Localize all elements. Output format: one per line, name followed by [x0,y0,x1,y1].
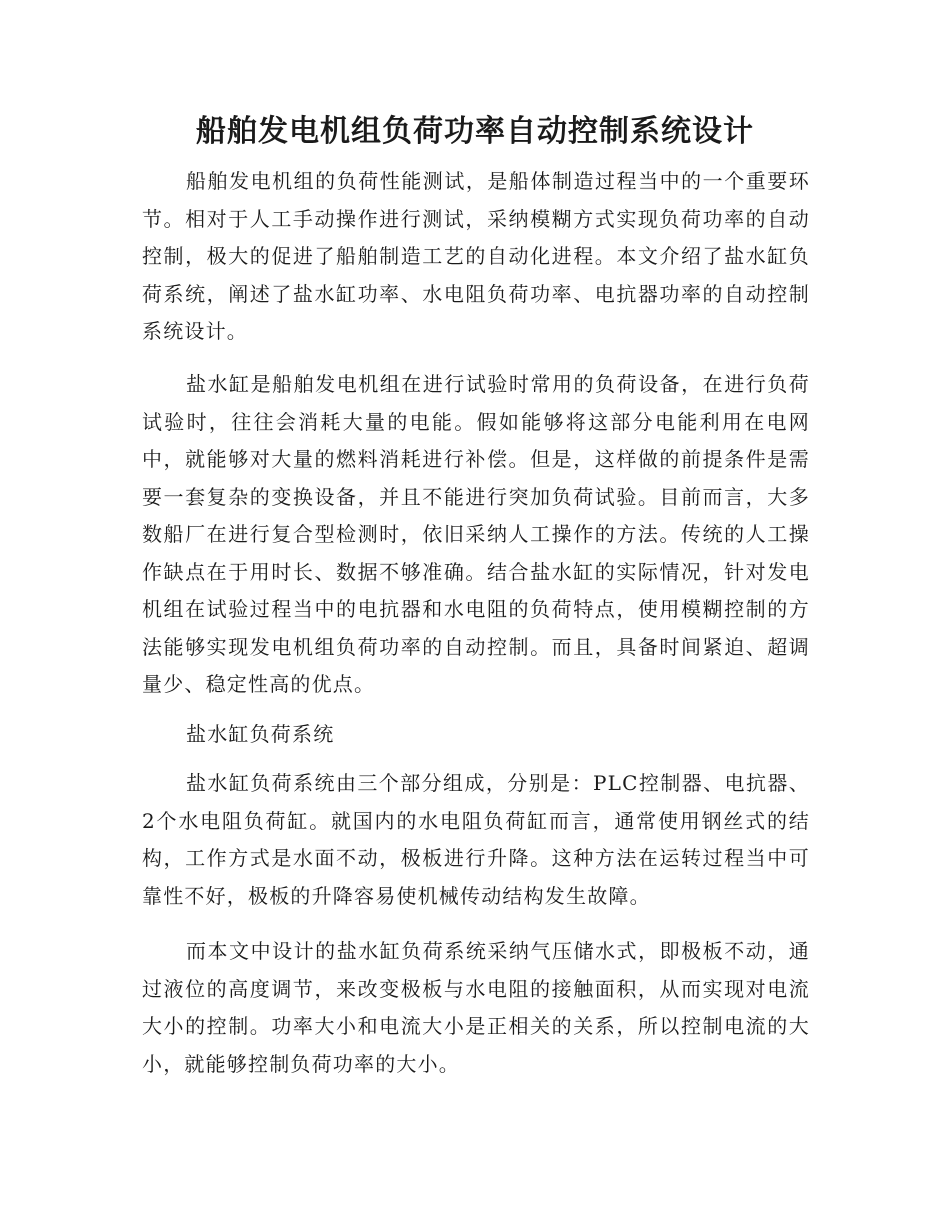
paragraph-intro: 船舶发电机组的负荷性能测试，是船体制造过程当中的一个重要环节。相对于人工手动操作进行测试，采纳模糊方式实现负荷功率的自动控制，极大的促进了船舶制造工艺的自动化进程。本文介绍了盐水缸负荷系统，阐述了盐水缸功率、水电阻负荷功率、电抗器功率的自动控制系统设计。 [142,169,810,343]
paragraph-system-composition: 盐水缸负荷系统由三个部分组成，分别是：PLC控制器、电抗器、2个水电阻负荷缸。就国内的水电阻负荷缸而言，通常使用钢丝式的结构，工作方式是水面不动，极板进行升降。这种方法在运转过程当中可靠性不好，极板的升降容易使机械传动结构发生故障。 [142,771,810,908]
paragraph-system-design: 而本文中设计的盐水缸负荷系统采纳气压储水式，即极板不动，通过液位的高度调节，来改变极板与水电阻的接触面积，从而实现对电流大小的控制。功率大小和电流大小是正相关的关系，所以控制电流的大小，就能够控制负荷功率的大小。 [142,939,810,1076]
section-heading: 盐水缸负荷系统 [186,722,335,746]
document-title: 船舶发电机组负荷功率自动控制系统设计 [196,114,754,149]
paragraph-background: 盐水缸是船舶发电机组在进行试验时常用的负荷设备，在进行负荷试验时，往往会消耗大量的电能。假如能够将这部分电能利用在电网中，就能够对大量的燃料消耗进行补偿。但是，这样做的前提条件是需要一套复杂的变换设备，并且不能进行突加负荷试验。目前而言，大多数船厂在进行复合型检测时，依旧采纳人工操作的方法。传统的人工操作缺点在于用时长、数据不够准确。结合盐水缸的实际情况，针对发电机组在试验过程当中的电抗器和水电阻的负荷特点，使用模糊控制的方法能够实现发电机组负荷功率的自动控制。而且，具备时间紧迫、超调量少、稳定性高的优点。 [142,372,810,696]
